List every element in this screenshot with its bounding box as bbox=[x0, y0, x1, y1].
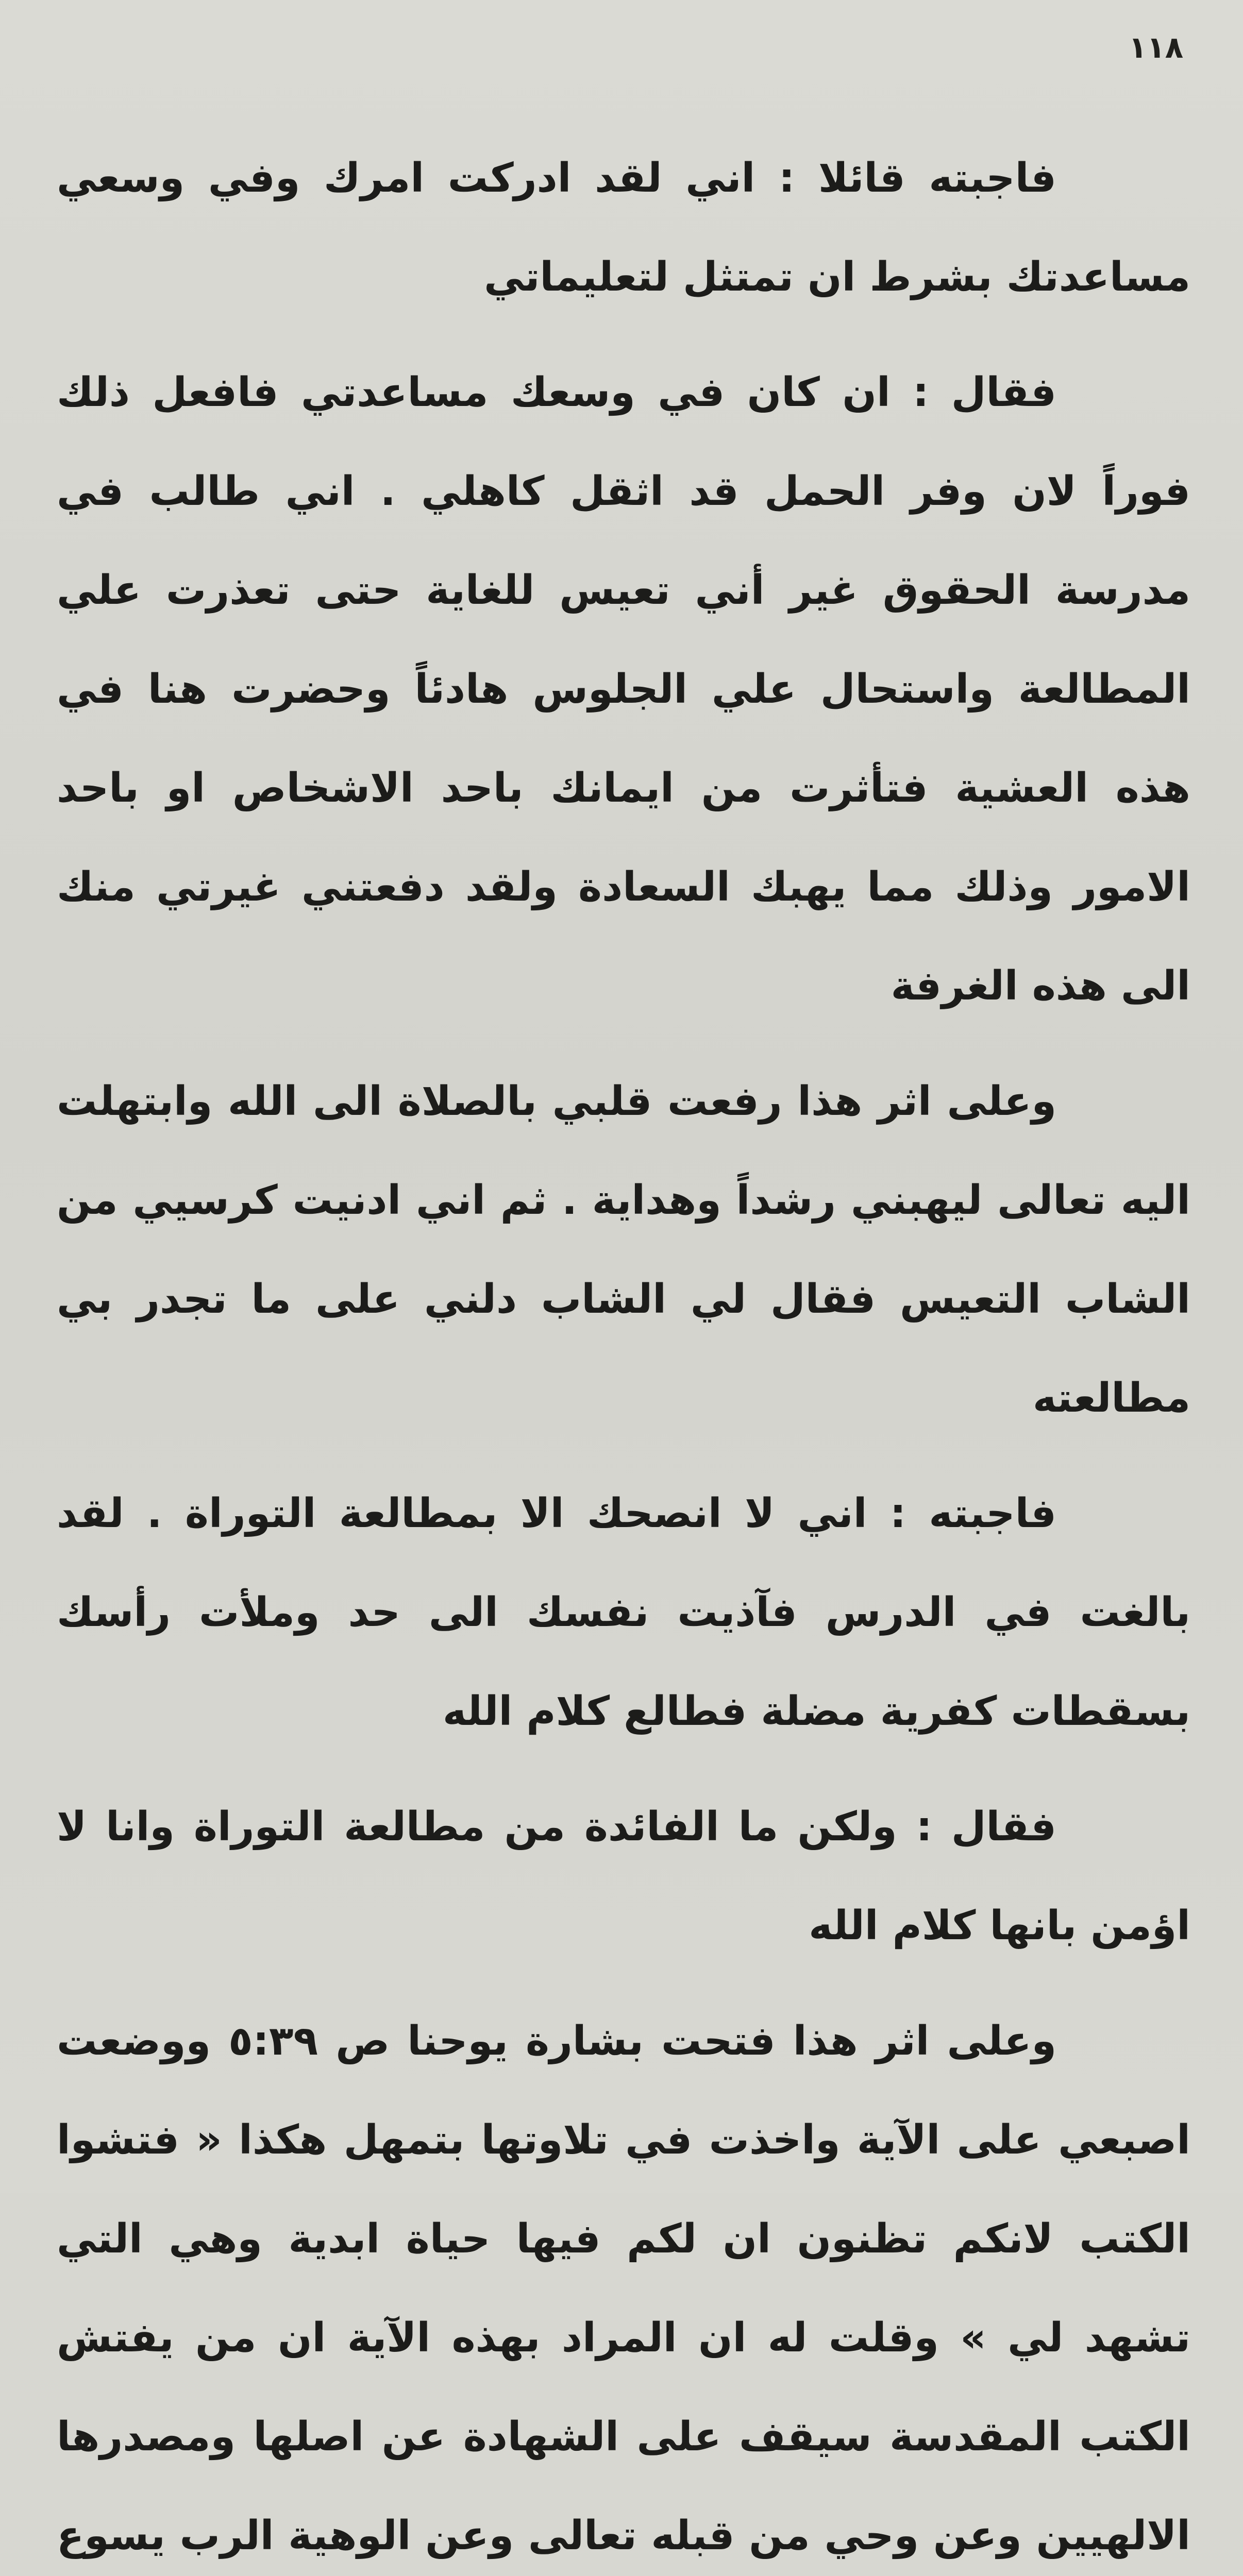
paragraph-4: فاجبته : اني لا انصحك الا بمطالعة التوراة . لقد بالغت في الدرس فآذيت نفسك الى حد وملأت رأسك بسقطات كفرية مضلة فطالع كلام الله bbox=[57, 1490, 1190, 1735]
paragraph-3: وعلى اثر هذا رفعت قلبي بالصلاة الى الله وابتهلت اليه تعالى ليهبني رشداً وهداية . ثم اني ادنيت كرسيي من الشاب التعيس فقال لي الشاب دلني على ما تجدر بي مطالعته bbox=[57, 1078, 1190, 1421]
paragraph-2: فقال : ان كان في وسعك مساعدتي فافعل ذلك فوراً لان وفر الحمل قد اثقل كاهلي . اني طالب في مدرسة الحقوق غير أني تعيس للغاية حتى تعذرت علي المطالعة واستحال علي الجلوس هادئاً وحضرت هنا في هذه العشية فتأثرت من ايمانك باحد الاشخاص او باحد الامور وذلك مما يهبك السعادة ولقد دفعتني غيرتي منك الى هذه الغرفة bbox=[57, 369, 1190, 1009]
paragraph-6: وعلى اثر هذا فتحت بشارة يوحنا ص ٥:٣٩ ووضعت اصبعي على الآية واخذت في تلاوتها بتمهل هكذا « فتشوا الكتب لانكم تظنون ان لكم فيها حياة ابدية وهي التي تشهد لي » وقلت له ان المراد بهذه الآية ان من يفتش الكتب المقدسة سيقف على الشهادة عن اصلها ومصدرها الالهيين وعن وحي من قبله تعالى وعن الوهية الرب يسوع bbox=[57, 2018, 1190, 2559]
paragraph-5: فقال : ولكن ما الفائدة من مطالعة التوراة وانا لا اؤمن بانها كلام الله bbox=[57, 1804, 1190, 1949]
body-text bbox=[57, 129, 1190, 2576]
paragraph-1: فاجبته قائلا : اني لقد ادركت امرك وفي وسعي مساعدتك بشرط ان تمتثل لتعليماتي bbox=[57, 155, 1190, 300]
page-number: ١١٨ bbox=[1129, 30, 1184, 65]
